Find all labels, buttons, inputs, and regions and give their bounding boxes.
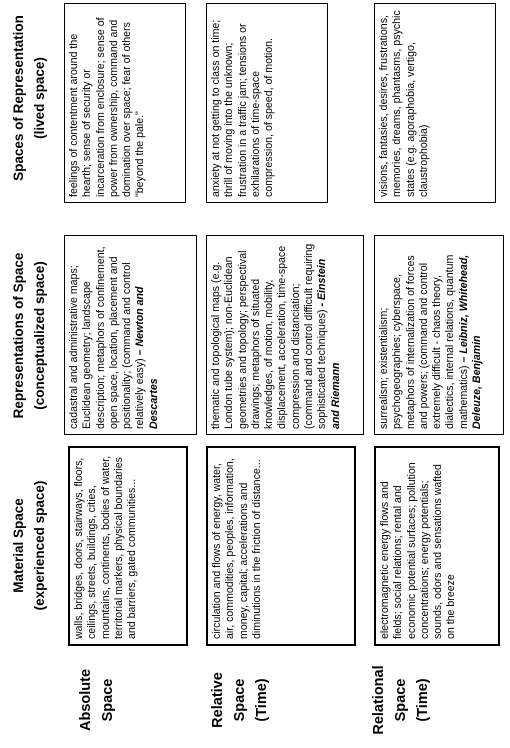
- row-header-line: Relative: [210, 672, 226, 728]
- cell-attribution: – Leibniz, Whitehead, Deleuze, Benjamin: [457, 254, 484, 429]
- column-header-title: Material Space: [11, 498, 26, 593]
- row-header-relative-space: [207, 654, 273, 746]
- cell-attribution: – Newton and Descartes: [134, 286, 160, 429]
- row-header-line: Space: [100, 678, 116, 722]
- cell-text: visions, fantasies, desires, frustrations, memories, dreams, phantasms, psychic states (e.g. agoraphobia, vertigo, claustrophobia): [378, 10, 430, 197]
- cell-relational-representations: [374, 235, 504, 435]
- row-header-absolute-space: [75, 654, 119, 746]
- column-header-spaces-of-representation: [8, 3, 52, 193]
- cell-text: feelings of contentment around the hearth; sense of security or incarceration from enclosure; sense of power from ownership, command and domination over space; fear of others "beyond the pale.": [68, 17, 147, 197]
- row-header-line: (Time): [415, 678, 431, 722]
- cell-absolute-lived: [64, 3, 186, 203]
- cell-relational-lived: [374, 3, 496, 203]
- column-header-subtitle: (lived space): [32, 57, 47, 139]
- column-header-title: Spaces of Representation: [11, 15, 26, 181]
- cell-text: anxiety at not getting to class on time; thrill of moving into the unknown; frustration in a traffic jam; tensions or exhilarations of time-space compression, of speed, of motion.: [210, 19, 276, 197]
- row-header-line: (Time): [254, 678, 270, 722]
- row-header-line: Space: [393, 678, 409, 722]
- row-header-line: Space: [232, 678, 248, 722]
- cell-text: thematic and topological maps (e.g. London tube system); non-Euclidean geometries and topology; perspectival drawings; metaphors of situated knowledges, of motion, mobility, displacement, acceleration, time-space compression and distanciation; (command and control difficult requiring sophisticated techniques): [210, 243, 329, 429]
- cell-text: surrealism; existentialism; psychogeographies; cyberspace, metaphors of internalization of forces and powers; (command and control extremely difficult - chaos theory, dialectics, internal relations, quantum mathematics): [378, 254, 470, 429]
- cell-text: electromagnetic energy flows and fields; social relations; rental and economic potential surfaces; pollution concentrations; energy potentials; sounds, odors and sensations wafted on the breeze: [379, 462, 458, 639]
- cell-text: cadastral and administrative maps; Euclidean geometry; landscape description; metaphors of confinement, open space, location, placement and positionality; (command and control relatively easy): [68, 246, 147, 429]
- column-header-material-space: [8, 443, 52, 648]
- column-header-subtitle: (experienced space): [32, 480, 47, 611]
- row-header-line: Relational: [371, 665, 387, 735]
- column-header-representations-of-space: [8, 243, 52, 428]
- cell-relative-representations: [206, 235, 364, 435]
- cell-absolute-material: [68, 446, 188, 646]
- cell-text: walls, bridges, doors, stairways, floors, ceilings, streets, buildings, cities, mountains, continents, bodies of water, territorial markers, physical boundaries and barriers, gated communities...: [73, 455, 139, 639]
- column-header-title: Representations of Space: [11, 252, 26, 419]
- row-header-line: Absolute: [78, 668, 94, 732]
- cell-absolute-representations: [64, 235, 197, 435]
- cell-relative-lived: [206, 3, 328, 203]
- cell-relative-material: [206, 446, 356, 646]
- cell-text: circulation and flows of energy, water, air, commodities, peoples, information, money, capital; accelerations and diminutions in the friction of distance...: [211, 458, 263, 639]
- cell-attribution: - Einstein and Riemann: [316, 258, 342, 429]
- cell-relational-material: [374, 446, 500, 646]
- row-header-relational-space: [368, 654, 434, 746]
- column-header-subtitle: (conceptualized space): [32, 261, 47, 410]
